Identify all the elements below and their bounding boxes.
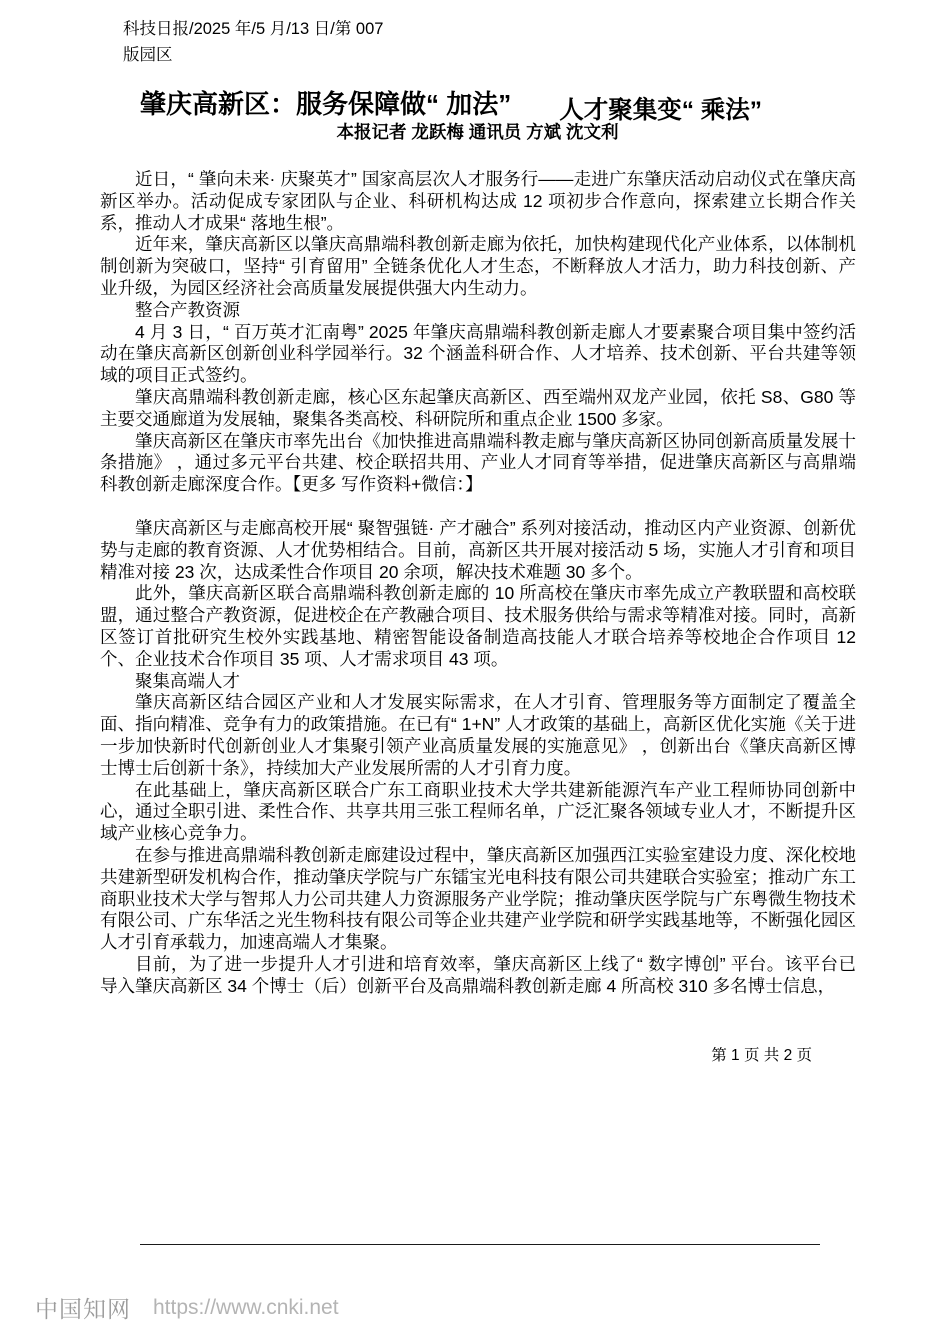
article-paragraph: 肇庆高新区在肇庆市率先出台《加快推进高鼎端科教走廊与肇庆高新区协同创新高质量发展十条措施》 ，通过多元平台共建、校企联招共用、产业人才同育等举措，促进肇庆高新区与高鼎端科教创新走廊深度合作。【更多 写作资料+微信：】 [100, 430, 856, 495]
article-paragraph: 此外，肇庆高新区联合高鼎端科教创新走廊的 10 所高校在肇庆市率先成立产教联盟和高校联盟，通过整合产教资源，促进校企在产教融合项目、技术服务供给与需求等精准对接。同时，高新区签订首批研究生校外实践基地、精密智能设备制造高技能人才联合培养等校地企合作项目 12 个、企业技术合作项目 35 项、人才需求项目 43 项。 [100, 583, 856, 669]
cnki-url: https://www.cnki.net [153, 1295, 339, 1319]
article-paragraph: 肇庆高新区与走廊高校开展“ 聚智强链· 产才融合” 系列对接活动，推动区内产业资源、创新优势与走廊的教育资源、人才优势相结合。目前，高新区共开展对接活动 5 场，实施人才引育和项目精准对接 23 次，达成柔性合作项目 20 余项，解决技术难题 30 多个。 [100, 517, 856, 582]
page-number: 第 1 页 共 2 页 [711, 1047, 812, 1064]
footer-divider-line [140, 1244, 820, 1245]
section-subheading: 聚集高端人才 [135, 670, 240, 691]
source-header-line1: 科技日报/2025 年/5 月/13 日/第 007 [123, 20, 384, 38]
article-byline: 本报记者 龙跃梅 通讯员 方斌 沈文利 [336, 122, 619, 142]
article-paragraph: 肇庆高新区结合园区产业和人才发展实际需求，在人才引育、管理服务等方面制定了覆盖全面、指向精准、竞争有力的政策措施。在已有“ 1+N” 人才政策的基础上，高新区优化实施《关于进一步加快新时代创新创业人才集聚引领产业高质量发展的实施意见》 ，创新出台《肇庆高新区博士博士后创新十条》，持续加大产业发展所需的人才引育力度。 [100, 692, 856, 778]
article-title-part1: 肇庆高新区：服务保障做“ 加法” [140, 89, 512, 119]
article-body [100, 169, 856, 997]
article-paragraph: 近日，“ 肇向未来· 庆聚英才” 国家高层次人才服务行——走进广东肇庆活动启动仪式在肇庆高新区举办。活动促成专家团队与企业、科研机构达成 12 项初步合作意向，探索建立长期合作关系，推动人才成果“ 落地生根”。 [100, 169, 856, 233]
paragraph-spacer [100, 496, 856, 518]
article-paragraph: 近年来，肇庆高新区以肇庆高鼎端科教创新走廊为依托，加快构建现代化产业体系，以体制机制创新为突破口，坚持“ 引育留用” 全链条优化人才生态，不断释放人才活力，助力科技创新、产业升级，为园区经济社会高质量发展提供强大内生动力。 [100, 234, 856, 298]
article-paragraph: 4 月 3 日，“ 百万英才汇南粤” 2025 年肇庆高鼎端科教创新走廊人才要素聚合项目集中签约活动在肇庆高新区创新创业科学园举行。32 个涵盖科研合作、人才培养、技术创新、平台共建等领域的项目正式签约。 [100, 321, 856, 386]
source-header-line2: 版园区 [123, 46, 173, 64]
section-subheading: 整合产教资源 [135, 299, 240, 320]
article-paragraph: 在此基础上，肇庆高新区联合广东工商职业技术大学共建新能源汽车产业工程师协同创新中心，通过全职引进、柔性合作、共享共用三张工程师名单，广泛汇聚各领域专业人才，不断提升区域产业核心竞争力。 [100, 779, 856, 844]
article-title-part2: 人才聚集变“ 乘法” [559, 97, 763, 124]
cnki-watermark [35, 1291, 339, 1324]
cnki-brand-logo: 中国知网 [35, 1296, 131, 1322]
article-paragraph: 在参与推进高鼎端科教创新走廊建设过程中，肇庆高新区加强西江实验室建设力度、深化校地共建新型研发机构合作，推动肇庆学院与广东镭宝光电科技有限公司共建联合实验室；推动广东工商职业技术大学与智邦人力公司共建人力资源服务产业学院；推动肇庆医学院与广东粤微生物技术有限公司、广东华活之光生物科技有限公司等企业共建产业学院和研学实践基地等，不断强化园区人才引育承载力，加速高端人才集聚。 [100, 844, 856, 953]
document-source-header [123, 16, 383, 68]
article-paragraph: 目前，为了进一步提升人才引进和培育效率，肇庆高新区上线了“ 数字博创” 平台。该平台已导入肇庆高新区 34 个博士（后）创新平台及高鼎端科教创新走廊 4 所高校 310 多名博士信息， [100, 953, 856, 996]
article-paragraph: 肇庆高鼎端科教创新走廊，核心区东起肇庆高新区、西至端州双龙产业园，依托 S8、G80 等主要交通廊道为发展轴，聚集各类高校、科研院所和重点企业 1500 多家。 [100, 386, 856, 429]
article-title [140, 84, 860, 124]
